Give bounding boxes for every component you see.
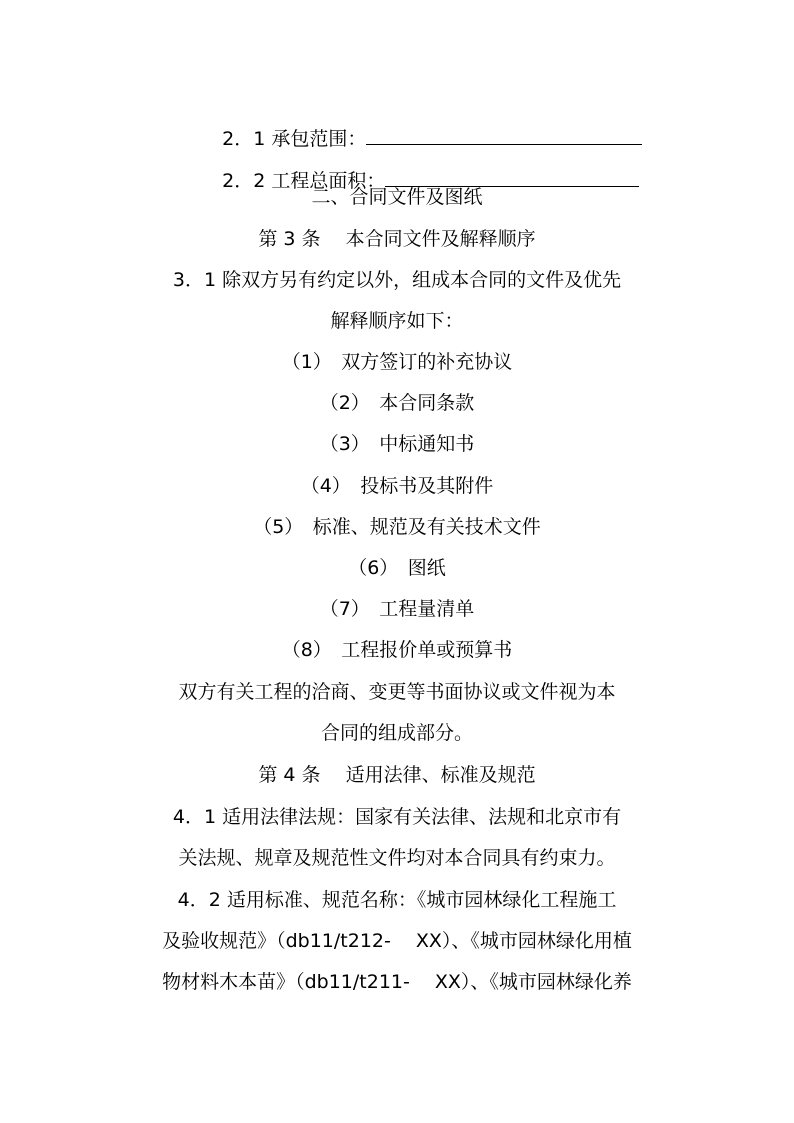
list-item: （4） 投标书及其附件	[300, 475, 494, 497]
area-label: 2．2 工程总面积：	[222, 170, 386, 192]
list-item: （5） 标准、规范及有关技术文件	[253, 516, 541, 538]
list-item: （1） 双方签订的补充协议	[281, 351, 513, 373]
article-4-2-line-1: 4．2 适用标准、规范名称：《城市园林绿化工程施工	[177, 889, 617, 911]
list-item: （3） 中标通知书	[319, 433, 475, 455]
paragraph-line-1: 双方有关工程的洽商、变更等书面协议或文件视为本	[178, 681, 616, 703]
list-item: （6） 图纸	[348, 557, 446, 579]
scope-label: 2．1 承包范围：	[222, 128, 367, 150]
list-item: （8） 工程报价单或预算书	[281, 639, 513, 661]
section-title: 二、合同文件及图纸	[311, 186, 483, 208]
article-4-2-line-2: 及验收规范》（db11/t212- XX）、《城市园林绿化用植	[162, 930, 632, 952]
article-3-1-line-2: 解释顺序如下：	[330, 310, 464, 332]
list-item: （7） 工程量清单	[319, 598, 475, 620]
article-3-title: 第 3 条 本合同文件及解释顺序	[258, 228, 536, 250]
list-item: （2） 本合同条款	[319, 392, 475, 414]
article-4-title: 第 4 条 适用法律、标准及规范	[258, 764, 536, 786]
scope-blank	[366, 126, 642, 145]
paragraph-line-2: 合同的组成部分。	[320, 722, 473, 744]
article-4-1-line-2: 关法规、规章及规范性文件均对本合同具有约束力。	[178, 847, 616, 869]
article-3-1-line-1: 3．1 除双方另有约定以外，组成本合同的文件及优先	[172, 269, 622, 291]
article-4-1-line-1: 4．1 适用法律法规：国家有关法律、法规和北京市有	[172, 806, 622, 828]
article-4-2-line-3: 物材料木本苗》（db11/t211- XX）、《城市园林绿化养	[162, 971, 632, 993]
